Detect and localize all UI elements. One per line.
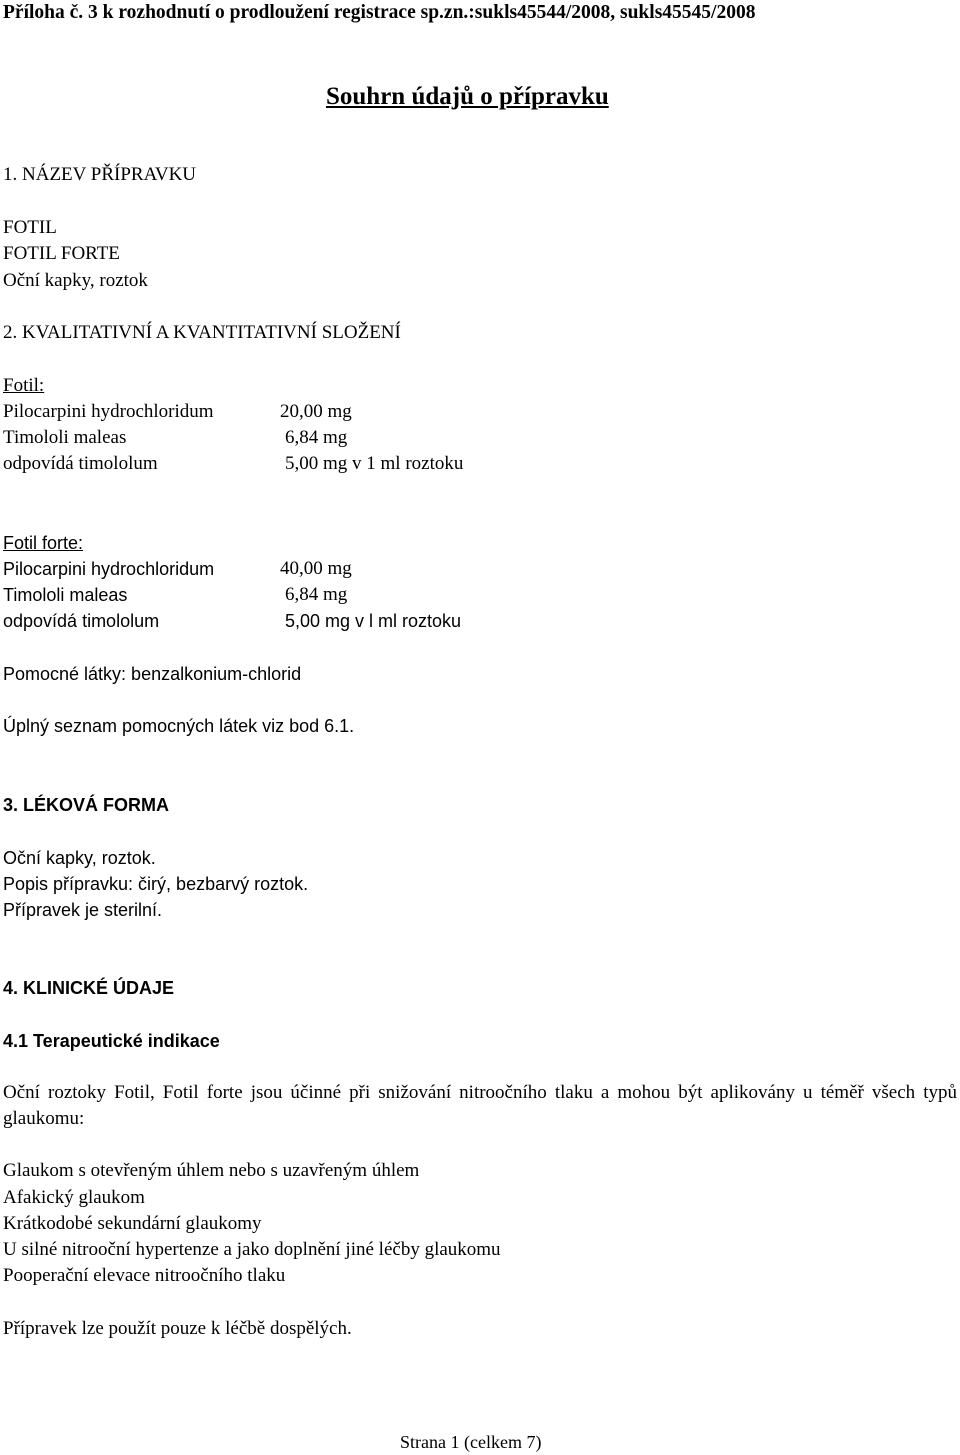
section-1-heading: 1. NÁZEV PŘÍPRAVKU (3, 164, 197, 185)
ingredient-amount: 40,00 mg (280, 558, 352, 579)
ingredient-name: Pilocarpini hydrochloridum (3, 401, 214, 422)
section-3-heading: 3. LÉKOVÁ FORMA (3, 795, 170, 815)
product-name-line: FOTIL (3, 217, 57, 238)
dosage-form-line: Oční kapky, roztok. (3, 848, 156, 868)
indication-item: Glaukom s otevřeným úhlem nebo s uzavřeným úhlem (3, 1160, 420, 1181)
document-reference: Příloha č. 3 k rozhodnutí o prodloužení registrace sp.zn.:sukls45544/2008, sukls45545/2008 (3, 2, 756, 23)
fotil-forte-label: Fotil forte: (3, 533, 84, 553)
section-4-1-heading: 4.1 Terapeutické indikace (3, 1031, 220, 1051)
ingredient-amount: 5,00 mg v l ml roztoku (285, 611, 462, 631)
indication-item: Afakický glaukom (3, 1187, 145, 1208)
ingredient-name: Pilocarpini hydrochloridum (3, 559, 215, 579)
excipients-text: Pomocné látky: benzalkonium-chlorid (3, 664, 302, 684)
ingredient-name: Timololi maleas (3, 427, 127, 448)
ingredient-amount: 5,00 mg v 1 ml roztoku (285, 453, 464, 474)
product-name-line: Oční kapky, roztok (3, 270, 148, 291)
product-name-line: FOTIL FORTE (3, 243, 120, 264)
ingredient-name: odpovídá timololum (3, 453, 158, 474)
dosage-form-line: Popis přípravku: čirý, bezbarvý roztok. (3, 874, 309, 894)
ingredient-name: Timololi maleas (3, 585, 128, 605)
section-4-heading: 4. KLINICKÉ ÚDAJE (3, 978, 175, 998)
page-number: Strana 1 (celkem 7) (400, 1432, 542, 1452)
ingredient-amount: 6,84 mg (285, 427, 348, 448)
ingredient-amount: 6,84 mg (285, 584, 348, 605)
indication-item: Krátkodobé sekundární glaukomy (3, 1213, 262, 1234)
section-2-heading: 2. KVALITATIVNÍ A KVANTITATIVNÍ SLOŽENÍ (3, 322, 401, 343)
page-title: Souhrn údajů o přípravku (326, 83, 609, 110)
ingredient-amount: 20,00 mg (280, 401, 352, 422)
dosage-form-line: Přípravek je sterilní. (3, 900, 163, 920)
indication-item: Pooperační elevace nitroočního tlaku (3, 1265, 286, 1286)
excipients-full-list: Úplný seznam pomocných látek viz bod 6.1. (3, 716, 355, 736)
adult-use-note: Přípravek lze použít pouze k léčbě dospělých. (3, 1318, 352, 1339)
indications-intro: Oční roztoky Fotil, Fotil forte jsou účinné při snižování nitroočního tlaku a mohou být aplikovány u téměř všech typů glaukomu: (3, 1082, 957, 1129)
indication-item: U silné nitrooční hypertenze a jako doplnění jiné léčby glaukomu (3, 1239, 501, 1260)
fotil-label: Fotil: (3, 375, 45, 396)
ingredient-name: odpovídá timololum (3, 611, 160, 631)
